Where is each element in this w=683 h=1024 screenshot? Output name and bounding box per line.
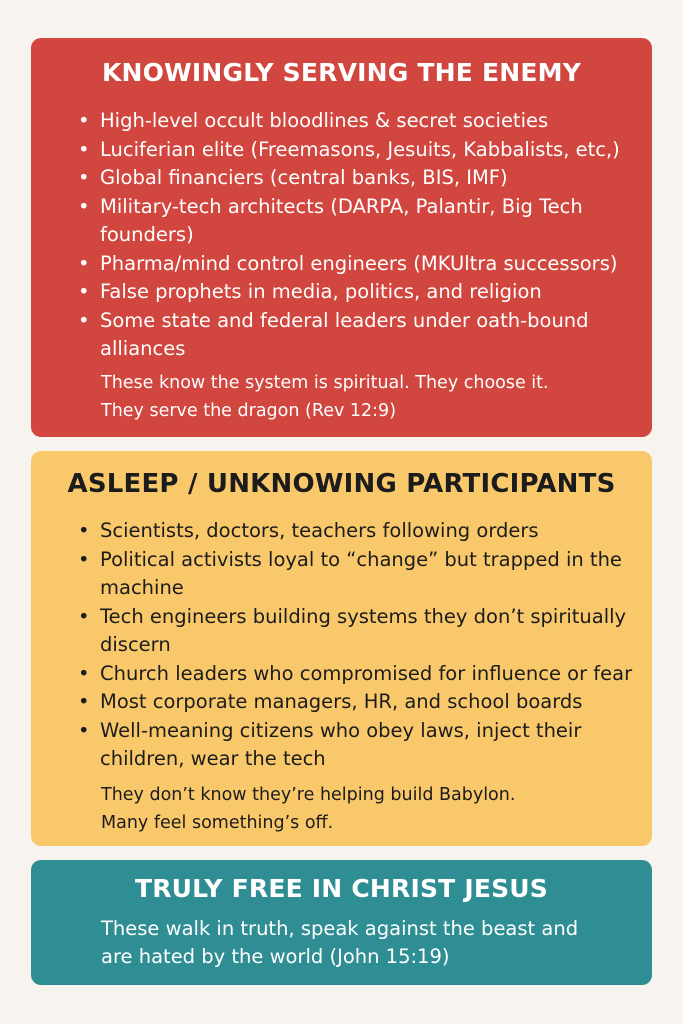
knowingly-serving-title: KNOWINGLY SERVING THE ENEMY — [101, 58, 582, 87]
bullet-icon: • — [78, 280, 90, 303]
note-line: These walk in truth, speak against the beast and — [101, 917, 579, 940]
list-item-text: Church leaders who compromised for influence or fear — [100, 661, 633, 685]
asleep-participants-card — [31, 451, 652, 846]
knowingly-serving-list — [31, 107, 652, 364]
list-item-text: Tech engineers building systems they don’t spiritually discern — [100, 604, 627, 656]
asleep-participants-title: ASLEEP / UNKNOWING PARTICIPANTS — [67, 469, 616, 499]
list-item — [78, 688, 642, 717]
bullet-icon: • — [78, 308, 90, 332]
list-item-text: Pharma/mind control engineers (MKUltra successors) — [100, 251, 618, 275]
list-item — [78, 717, 642, 774]
list-item-text: High-level occult bloodlines & secret societies — [100, 109, 549, 132]
list-item — [78, 136, 642, 165]
list-item-text: Military-tech architects (DARPA, Palantir, Big Tech founders) — [100, 194, 583, 246]
truly-free-note — [101, 915, 632, 971]
bullet-icon: • — [78, 251, 90, 275]
bullet-icon: • — [78, 194, 90, 218]
note-line: Many feel something’s off. — [101, 813, 334, 833]
list-item — [78, 278, 642, 307]
truly-free-title: TRULY FREE IN CHRIST JESUS — [134, 874, 549, 903]
list-item-text: Global financiers (central banks, BIS, IMF) — [100, 166, 508, 189]
note-line: They don’t know they’re helping build Babylon. — [101, 785, 516, 805]
bullet-icon: • — [78, 137, 90, 161]
list-item-text: Political activists loyal to “change” but trapped in the machine — [100, 547, 622, 599]
note-line: are hated by the world (John 15:19) — [101, 945, 450, 968]
note-line: They serve the dragon (Rev 12:9) — [101, 401, 397, 421]
bullet-icon: • — [78, 519, 90, 542]
knowingly-serving-card — [31, 38, 652, 437]
list-item-text: Some state and federal leaders under oath-bound alliances — [100, 308, 589, 360]
list-item-text: Luciferian elite (Freemasons, Jesuits, Kabbalists, etc,) — [100, 137, 620, 161]
list-item — [78, 660, 642, 689]
list-item — [78, 107, 642, 136]
bullet-icon: • — [78, 661, 90, 685]
list-item — [78, 517, 642, 546]
list-item — [78, 603, 642, 660]
list-item-text: False prophets in media, politics, and religion — [100, 280, 542, 303]
list-item — [78, 250, 642, 279]
bullet-icon: • — [78, 690, 90, 713]
knowingly-serving-note — [101, 369, 632, 425]
bullet-icon: • — [78, 604, 90, 628]
list-item-text: Well-meaning citizens who obey laws, inject their children, wear the tech — [100, 718, 582, 770]
bullet-icon: • — [78, 718, 90, 742]
list-item-text: Most corporate managers, HR, and school boards — [100, 690, 583, 713]
bullet-icon: • — [78, 547, 90, 571]
list-item — [78, 164, 642, 193]
asleep-participants-note — [101, 781, 632, 837]
asleep-participants-list — [31, 517, 652, 774]
bullet-icon: • — [78, 166, 90, 189]
list-item — [78, 546, 642, 603]
list-item — [78, 193, 642, 250]
list-item-text: Scientists, doctors, teachers following orders — [100, 519, 539, 542]
truly-free-card — [31, 860, 652, 985]
list-item — [78, 307, 642, 364]
note-line: These know the system is spiritual. They choose it. — [101, 373, 549, 393]
bullet-icon: • — [78, 109, 90, 132]
